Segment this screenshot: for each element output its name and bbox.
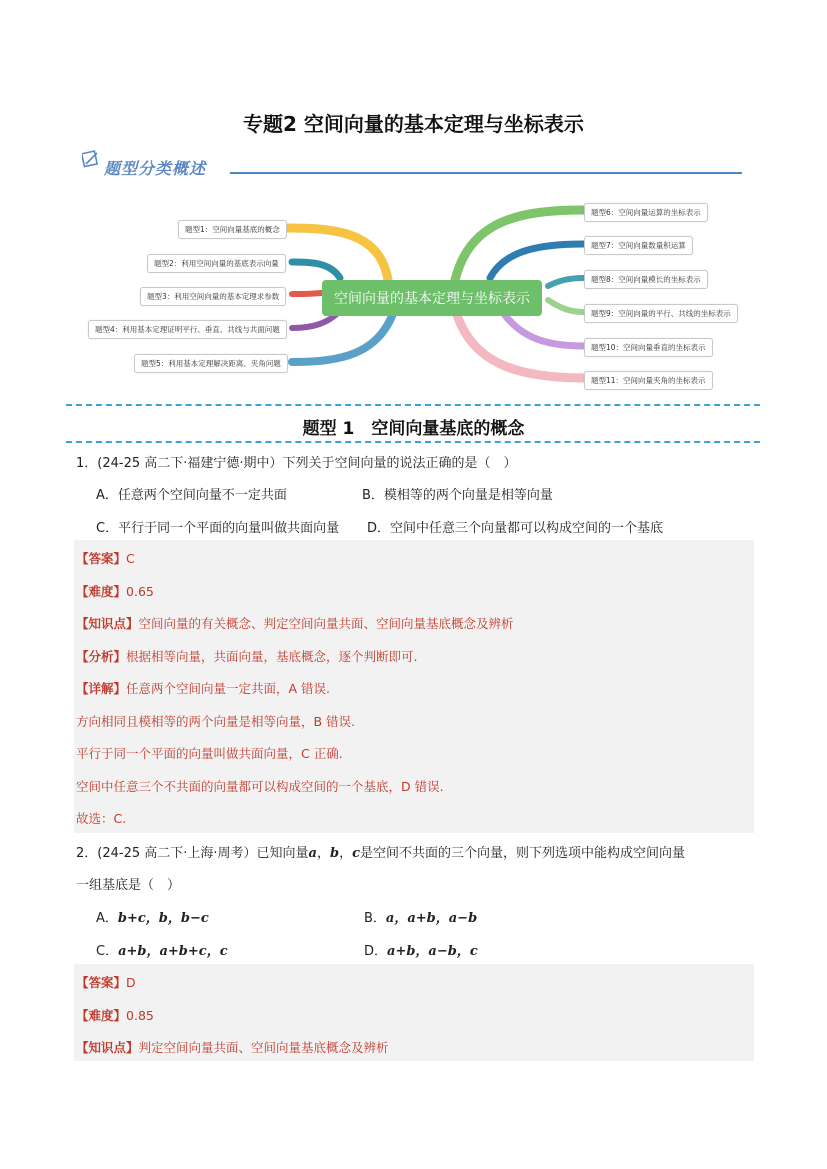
difficulty-tag: 【难度】 [76, 1008, 127, 1023]
vector-a: a [308, 846, 317, 861]
mindmap-node-left-2: 题型2：利用空间向量的基底表示向量 [147, 254, 286, 273]
banner-label: 题型分类概述 [104, 159, 207, 178]
difficulty-tag: 【难度】 [76, 584, 127, 599]
question-1-answer [76, 549, 135, 567]
question-1-option-a: A．任意两个空间向量不一定共面 [96, 488, 287, 503]
section-divider-top [66, 404, 760, 406]
option-label: D． [364, 944, 388, 959]
mindmap-center: 空间向量的基本定理与坐标表示 [322, 280, 542, 316]
detail-line-2: 方向相同且模相等的两个向量是相等向量，B 错误. [76, 714, 356, 729]
mindmap-node-right-5: 题型10：空间向量垂直的坐标表示 [584, 338, 713, 357]
separator: ， [316, 846, 330, 861]
detail-line-4: 空间中任意三个不共面的向量都可以构成空间的一个基底，D 错误. [76, 779, 444, 794]
question-1-difficulty [76, 582, 154, 600]
question-1-analysis [76, 647, 418, 665]
vector-b: b [329, 846, 340, 861]
mindmap-node-left-3: 题型3：利用空间向量的基本定理求参数 [140, 287, 286, 306]
answer-value: D [126, 975, 136, 990]
question-1-stem: 1．(24-25 高二下·福建宁德·期中）下列关于空间向量的说法正确的是（ ） [76, 456, 517, 471]
question-2-stem-continued: 一组基底是（ ） [76, 878, 181, 893]
answer-tag: 【答案】 [76, 551, 127, 566]
question-2-option-b [364, 907, 477, 926]
knowledge-value: 判定空间向量共面、空间向量基底概念及辨析 [138, 1040, 389, 1055]
mindmap-node-left-4: 题型4：利用基本定理证明平行、垂直、共线与共面问题 [88, 320, 287, 339]
option-text: a+b，a−b，c [387, 944, 478, 959]
difficulty-value: 0.85 [126, 1008, 154, 1023]
answer-tag: 【答案】 [76, 975, 127, 990]
option-text: a+b，a+b+c，c [118, 944, 228, 959]
separator: ， [339, 846, 353, 861]
detail-line-5: 故选：C. [76, 811, 127, 826]
option-label: B． [364, 911, 386, 926]
option-label: C． [96, 944, 119, 959]
question-2-option-c [96, 940, 228, 959]
question-2-option-d [364, 940, 478, 959]
option-text: b+c，b，b−c [117, 911, 209, 926]
option-label: A． [96, 911, 118, 926]
vector-c: c [352, 846, 360, 861]
page-title: 专题2 空间向量的基本定理与坐标表示 [243, 112, 584, 136]
analysis-value: 根据相等向量，共面向量，基底概念，逐个判断即可. [126, 649, 418, 664]
mindmap-node-right-2: 题型7：空间向量数量积运算 [584, 236, 693, 255]
mindmap-node-left-5: 题型5：利用基本定理解决距离、夹角问题 [134, 354, 288, 373]
mindmap-node-right-1: 题型6：空间向量运算的坐标表示 [584, 203, 708, 222]
question-2-option-a [96, 907, 209, 926]
detail-line-1: 任意两个空间向量一定共面，A 错误. [126, 681, 331, 696]
stem-part-1: 2．(24-25 高二下·上海·周考）已知向量 [76, 846, 309, 861]
knowledge-tag: 【知识点】 [76, 1040, 139, 1055]
question-2-difficulty [76, 1006, 154, 1024]
answer-value: C [126, 551, 135, 566]
section-divider-bottom [66, 441, 760, 443]
question-1-option-d: D．空间中任意三个向量都可以构成空间的一个基底 [367, 521, 664, 536]
banner-pen-icon [82, 150, 100, 168]
question-2-answer [76, 973, 136, 991]
question-1-option-b: B．模相等的两个向量是相等向量 [362, 488, 553, 503]
section-title: 题型 1 空间向量基底的概念 [302, 419, 525, 439]
mindmap-node-right-6: 题型11：空间向量夹角的坐标表示 [584, 371, 713, 390]
knowledge-tag: 【知识点】 [76, 616, 139, 631]
knowledge-value: 空间向量的有关概念、判定空间向量共面、空间向量基底概念及辨析 [138, 616, 514, 631]
question-1-detail [76, 679, 330, 697]
mindmap-node-left-1: 题型1：空间向量基底的概念 [178, 220, 287, 239]
option-text: a，a+b，a−b [385, 911, 478, 926]
stem-part-2: 是空间不共面的三个向量，则下列选项中能构成空间向量 [360, 846, 686, 861]
difficulty-value: 0.65 [126, 584, 154, 599]
detail-line-3: 平行于同一个平面的向量叫做共面向量，C 正确. [76, 746, 343, 761]
detail-tag: 【详解】 [76, 681, 127, 696]
question-2-stem [76, 842, 685, 861]
question-2-knowledge [76, 1038, 389, 1056]
question-1-option-c: C．平行于同一个平面的向量叫做共面向量 [96, 521, 340, 536]
mindmap-node-right-3: 题型8：空间向量模长的坐标表示 [584, 270, 708, 289]
banner-divider [230, 172, 742, 174]
question-1-knowledge [76, 614, 514, 632]
mindmap-node-right-4: 题型9：空间向量的平行、共线的坐标表示 [584, 304, 738, 323]
analysis-tag: 【分析】 [76, 649, 127, 664]
